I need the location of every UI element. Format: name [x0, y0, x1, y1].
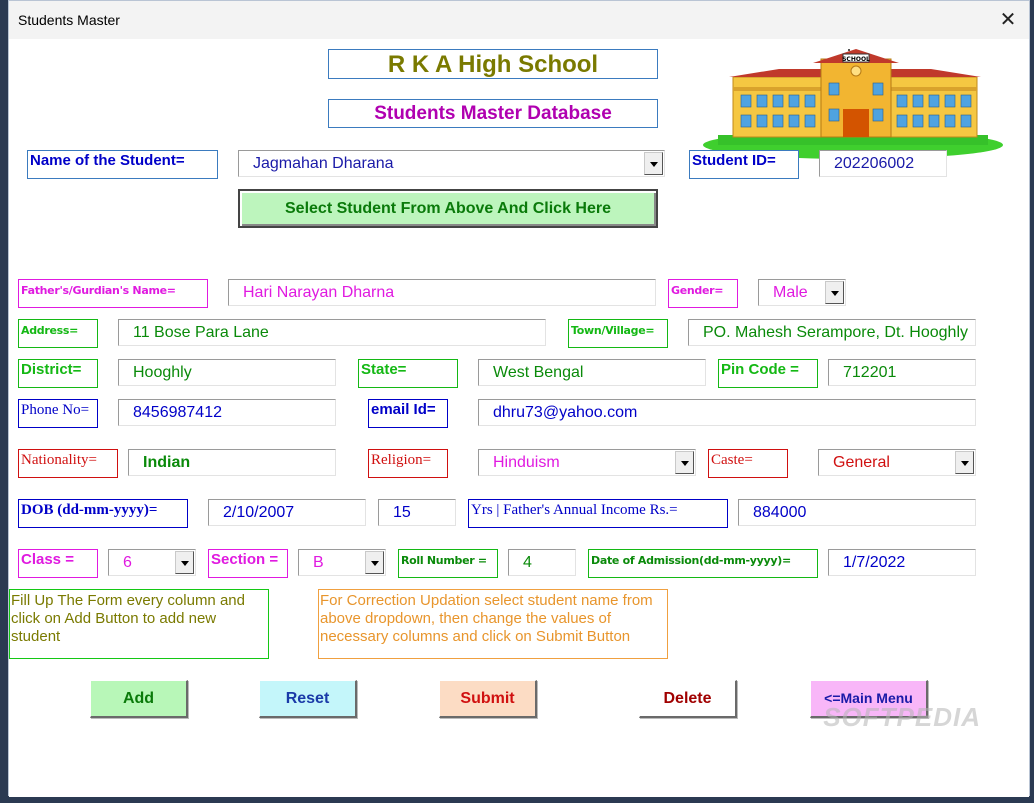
income-label: Yrs | Father's Annual Income Rs.=: [468, 499, 728, 528]
school-building-icon: [703, 49, 1008, 161]
admission-date-field[interactable]: 1/7/2022: [828, 549, 976, 576]
gender-value: Male: [773, 284, 808, 301]
students-master-window: [8, 0, 1030, 796]
roll-number-label: Roll Number =: [398, 549, 498, 578]
nationality-label: Nationality=: [18, 449, 118, 478]
student-name-value: Jagmahan Dharana: [253, 155, 394, 172]
religion-dropdown[interactable]: [478, 449, 696, 476]
district-label: District=: [18, 359, 98, 388]
state-label: State=: [358, 359, 458, 388]
softpedia-watermark: SOFTPEDIA: [823, 702, 981, 732]
chevron-down-icon[interactable]: [644, 152, 663, 175]
caste-dropdown[interactable]: [818, 449, 976, 476]
section-label: Section =: [208, 549, 288, 578]
class-value: 6: [123, 554, 132, 571]
district-field[interactable]: Hooghly: [118, 359, 336, 386]
gender-label: Gender=: [668, 279, 738, 308]
chevron-down-icon[interactable]: [365, 551, 384, 574]
window-title: Students Master: [18, 12, 120, 28]
reset-button[interactable]: Reset: [259, 680, 357, 718]
phone-label: Phone No=: [18, 399, 98, 428]
chevron-down-icon[interactable]: [955, 451, 974, 474]
student-name-dropdown[interactable]: [238, 150, 665, 177]
student-name-label: Name of the Student=: [27, 150, 218, 179]
school-sign-text: SCHOOL: [842, 56, 870, 63]
school-name: R K A High School: [328, 49, 658, 79]
town-label: Town/Village=: [568, 319, 668, 348]
father-name-field[interactable]: Hari Narayan Dharna: [228, 279, 656, 306]
nationality-field[interactable]: Indian: [128, 449, 336, 476]
admission-date-label: Date of Admission(dd-mm-yyyy)=: [588, 549, 818, 578]
add-instruction-note: Fill Up The Form every column and click on Add Button to add new student: [9, 589, 269, 659]
caste-label: Caste=: [708, 449, 788, 478]
main-menu-button[interactable]: <=Main Menu: [810, 680, 928, 718]
chevron-down-icon[interactable]: [675, 451, 694, 474]
page-subtitle: Students Master Database: [328, 99, 658, 128]
income-field[interactable]: 884000: [738, 499, 976, 526]
dob-label: DOB (dd-mm-yyyy)=: [18, 499, 188, 528]
age-field[interactable]: 15: [378, 499, 456, 526]
delete-button[interactable]: Delete: [639, 680, 737, 718]
pin-code-field[interactable]: 712201: [828, 359, 976, 386]
close-icon[interactable]: ✕: [999, 9, 1017, 31]
section-dropdown[interactable]: [298, 549, 386, 576]
student-id-label: Student ID=: [689, 150, 799, 179]
town-field[interactable]: PO. Mahesh Serampore, Dt. Hooghly: [688, 319, 976, 346]
pin-code-label: Pin Code =: [718, 359, 818, 388]
gender-dropdown[interactable]: [758, 279, 846, 306]
update-instruction-note: For Correction Updation select student name from above dropdown, then change the values of necessary columns and click on Submit Button: [318, 589, 668, 659]
select-student-button[interactable]: Select Student From Above And Click Here: [238, 189, 658, 228]
class-dropdown[interactable]: [108, 549, 196, 576]
email-field[interactable]: dhru73@yahoo.com: [478, 399, 976, 426]
submit-button[interactable]: Submit: [439, 680, 537, 718]
address-label: Address=: [18, 319, 98, 348]
father-name-label: Father's/Gurdian's Name=: [18, 279, 208, 308]
add-button[interactable]: Add: [90, 680, 188, 718]
class-label: Class =: [18, 549, 98, 578]
state-field[interactable]: West Bengal: [478, 359, 706, 386]
religion-value: Hinduism: [493, 454, 560, 471]
section-value: B: [313, 554, 324, 571]
student-form: [9, 39, 1029, 797]
roll-number-field[interactable]: 4: [508, 549, 576, 576]
email-label: email Id=: [368, 399, 448, 428]
dob-field[interactable]: 2/10/2007: [208, 499, 366, 526]
chevron-down-icon[interactable]: [175, 551, 194, 574]
student-id-field[interactable]: 202206002: [819, 150, 947, 177]
phone-field[interactable]: 8456987412: [118, 399, 336, 426]
religion-label: Religion=: [368, 449, 448, 478]
title-bar: [9, 1, 1029, 39]
address-field[interactable]: 11 Bose Para Lane: [118, 319, 546, 346]
chevron-down-icon[interactable]: [825, 281, 844, 304]
caste-value: General: [833, 454, 890, 471]
